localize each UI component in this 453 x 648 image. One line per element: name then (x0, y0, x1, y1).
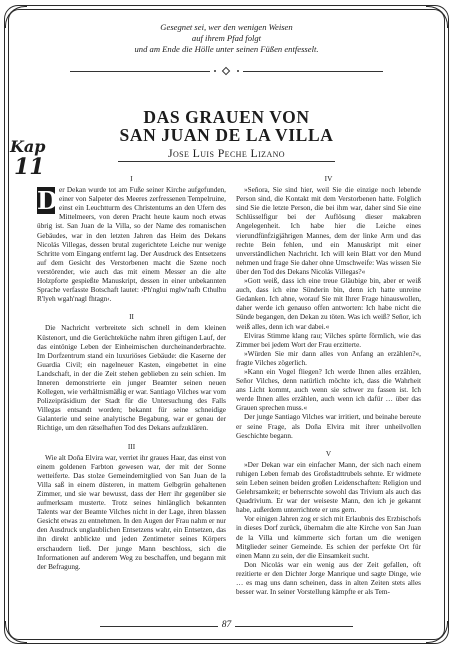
paragraph: Der junge Santiago Vilches war irritiert, und beinahe bereute er seine Frage, als Doña Elvira mit ihrer unheilvollen Geschichte begann. (236, 413, 421, 440)
chapter-label: Kap (10, 137, 46, 156)
story-title-line: DAS GRAUEN VON (143, 107, 310, 127)
paragraph (37, 186, 226, 304)
epigraph-divider (70, 67, 383, 75)
paragraph: Vor einigen Jahren zog er sich mit Erlaubnis des Erzbischofs in dieses Dorf zurück, übernahm die alte Kirche von San Juan de la Villa und kümmerte sich fortan um die wenigen Mitglieder seiner Gemeinde. Es schien der perfekte Ort für einen Mann zu sein, der die Einsamkeit sucht. (236, 515, 421, 560)
paragraph-text: er Dekan wurde tot am Fuße seiner Kirche aufgefunden, einer von Salpeter des Meeres zerfressenen Tempelruine, einst ein Leuchtturm des Christentums an den Ufern des Mittelmeers, von deren Pracht heute kaum noch etwas übrig ist. San Juan de la Villa, so der Name des romanischen Gebäudes, war in den letzten Jahren das Heim des Dekans Nicolás Villegas, dessen brutal zugerichtete Leiche nur wenige Schritte vom Eingang entfernt lag. Der Ausdruck des Entsetzens auf dem Gesicht des Verstorbenen macht die Szene noch verstörender, wie auch das mit einem Messer an die alte Holzpforte gespießte Manuskript, dessen in einer unbekannten Sprache verfasste Botschaft lautet: ›Ph'nglui mglw'nafh Cthulhu R'lyeh wgah'nagl fhtagn‹. (37, 186, 226, 304)
divider-diamond-ornament (222, 67, 230, 75)
paragraph: »Señora, Sie sind hier, weil Sie die einzige noch lebende Person sind, die Kontakt mit dem Verstorbenen hatte. Folglich sind Sie die letzte Person, die bei ihm war, daher sind Sie eine Schlüsselfigur bei der Auflösung dieser makabren Angelegenheit. Ich habe hier die Leiche eines vierundfünfzigjährigen Mannes, dem der linke Arm und das rechte Bein fehlen, und ein Manuskript mit einer unverständlichen Nachricht. Ich will kein Blatt vor den Mund nehmen und frage Sie daher ohne Umschweife: Was wissen Sie über den Tod des Dekans Nicolás Villegas?« (236, 186, 421, 276)
paragraph: Elviras Stimme klang rau; Vilches spürte förmlich, wie das Zimmer bei jedem Wort der Frau erzitterte. (236, 331, 421, 349)
author-name: Jose Luis Peche Lizano (168, 146, 285, 160)
paragraph: »Kann ein Vogel fliegen? Ich werde Ihnen alles erzählen, Señor Vilches, denn natürlich möchte ich, dass die Wahrheit ans Licht kommt, auch wenn sie schwer zu fassen ist. Ich werde Ihnen alles erzählen, auch wenn ich dafür … über das Grauen sprechen muss.« (236, 367, 421, 413)
page-number: 87 (221, 620, 232, 630)
section-number: II (129, 313, 134, 322)
paragraph: Die Nachricht verbreitete sich schnell in dem kleinen Küstenort, und die Gerüchteküche nahm ihren giftigen Lauf, der das eintönige Leben der Einheimischen durcheinanderbrachte. Im Dorfzentrum stand ein luxuriöses Gebäude: die Kaserne der Guardia Civil; ein nagelneuer Kasten, eingebettet in eine Landschaft, in der die Zeit stehen geblieben zu sein schien. Im Inneren demonstrierte ein junger Beamter seinen neuen Kollegen, wie verhältnismäßig er war. Santiago Vilches war vom Polizeipräsidium der Stadt für die Untersuchung des Falls Villegas entsandt worden; bekannt für seine schneidige Galanterie und seine analytische Begabung, war er genau der Richtige, um den rätselhaften Tod des Dekans aufzuklären. (37, 324, 226, 433)
epigraph-line: auf ihrem Pfad folgt (191, 33, 262, 44)
paragraph: »Der Dekan war ein einfacher Mann, der sich nach einem ruhigen Leben fernab des Großstadttrubels sehnte. Er widmete sein Leben seinen beiden großen Leidenschaften: Religion und Gelehrsamkeit; er beherrschte sowohl das Trivium als auch das Quadrivium. Er war der weiseste Mann, den ich je gekannt habe, außerdem unterrichtete er uns gern. (236, 460, 421, 515)
footer-rule (100, 626, 218, 627)
footer-rule (235, 626, 353, 627)
epigraph-line: und am Ende die Hölle unter seinen Füßen entfesselt. (134, 44, 319, 55)
text-column-right (236, 172, 421, 597)
paragraph: »Würden Sie mir dann alles von Anfang an erzählen?«, fragte Vilches zögerlich. (236, 349, 421, 367)
paragraph: »Gott weiß, dass ich eine treue Gläubige bin, aber er weiß auch, dass ich eine Sünderin bin, denn ich hatte unreine Gedanken. Ich ahne, worauf Sie mit Ihrer Frage hinauswollen, daher werde ich genauso offen antworten: Ich habe nicht die Sünde begangen, den Dekan zu töten. Was ich weiß? Señor, ich weiß alles, denn ich war dabei.« (236, 277, 421, 331)
divider-dot (237, 70, 239, 72)
epigraph-line: Gesegnet sei, wer den wenigen Weisen (160, 22, 293, 32)
section-number: I (130, 175, 133, 183)
section-number: IV (324, 175, 333, 183)
author-underline (118, 161, 335, 162)
drop-cap: D (37, 186, 58, 216)
divider-dot (214, 70, 216, 72)
story-title (110, 108, 343, 144)
text-column-left (37, 172, 226, 572)
page-footer (40, 617, 413, 637)
paragraph: Don Nicolás war ein wenig aus der Zeit gefallen, oft rezitierte er den Dichter Jorge Manrique und sagte Dinge, wie … es mag uns dann scheinen, dass in alten Zeiten stets alles besser war. In seiner Vorstellung kämpfte er als Tem- (236, 560, 421, 597)
story-title-line: SAN JUAN DE LA VILLA (119, 125, 334, 145)
chapter-number: 11 (14, 154, 45, 180)
divider-line (243, 71, 383, 72)
section-number: III (127, 442, 136, 451)
paragraph: Wie alt Doña Elvira war, verriet ihr graues Haar, das einst von einem goldenen Farbton gewesen war, der mit der Sonne wetteiferte. Das stolze Gemeindemitglied von San Juan de la Villa saß in einem düsteren, in mattem Gelbgrün gehaltenen Zimmer, und sie war bewusst, dass der Herr ihr gegenüber sie aufmerksam musterte. Trotz seines hinlänglich bekannten Talents war der Beamte Vilches nicht in der Lage, ihren blassen Gesicht etwas zu entnehmen. In den Augen der Frau nahm er nur den Ausdruck unglaublichen Entsetzens wahr, ein Entsetzen, das ihn direkt anblickte und jeden Zentimeter seines Körpers erschaudern ließ. Der junge Mann beschloss, sich die Informationen auf anderem Weg zu beschaffen, und begann mit der Befragung. (37, 453, 226, 571)
epigraph (40, 22, 413, 56)
section-number: V (325, 449, 332, 458)
divider-line (70, 71, 210, 72)
